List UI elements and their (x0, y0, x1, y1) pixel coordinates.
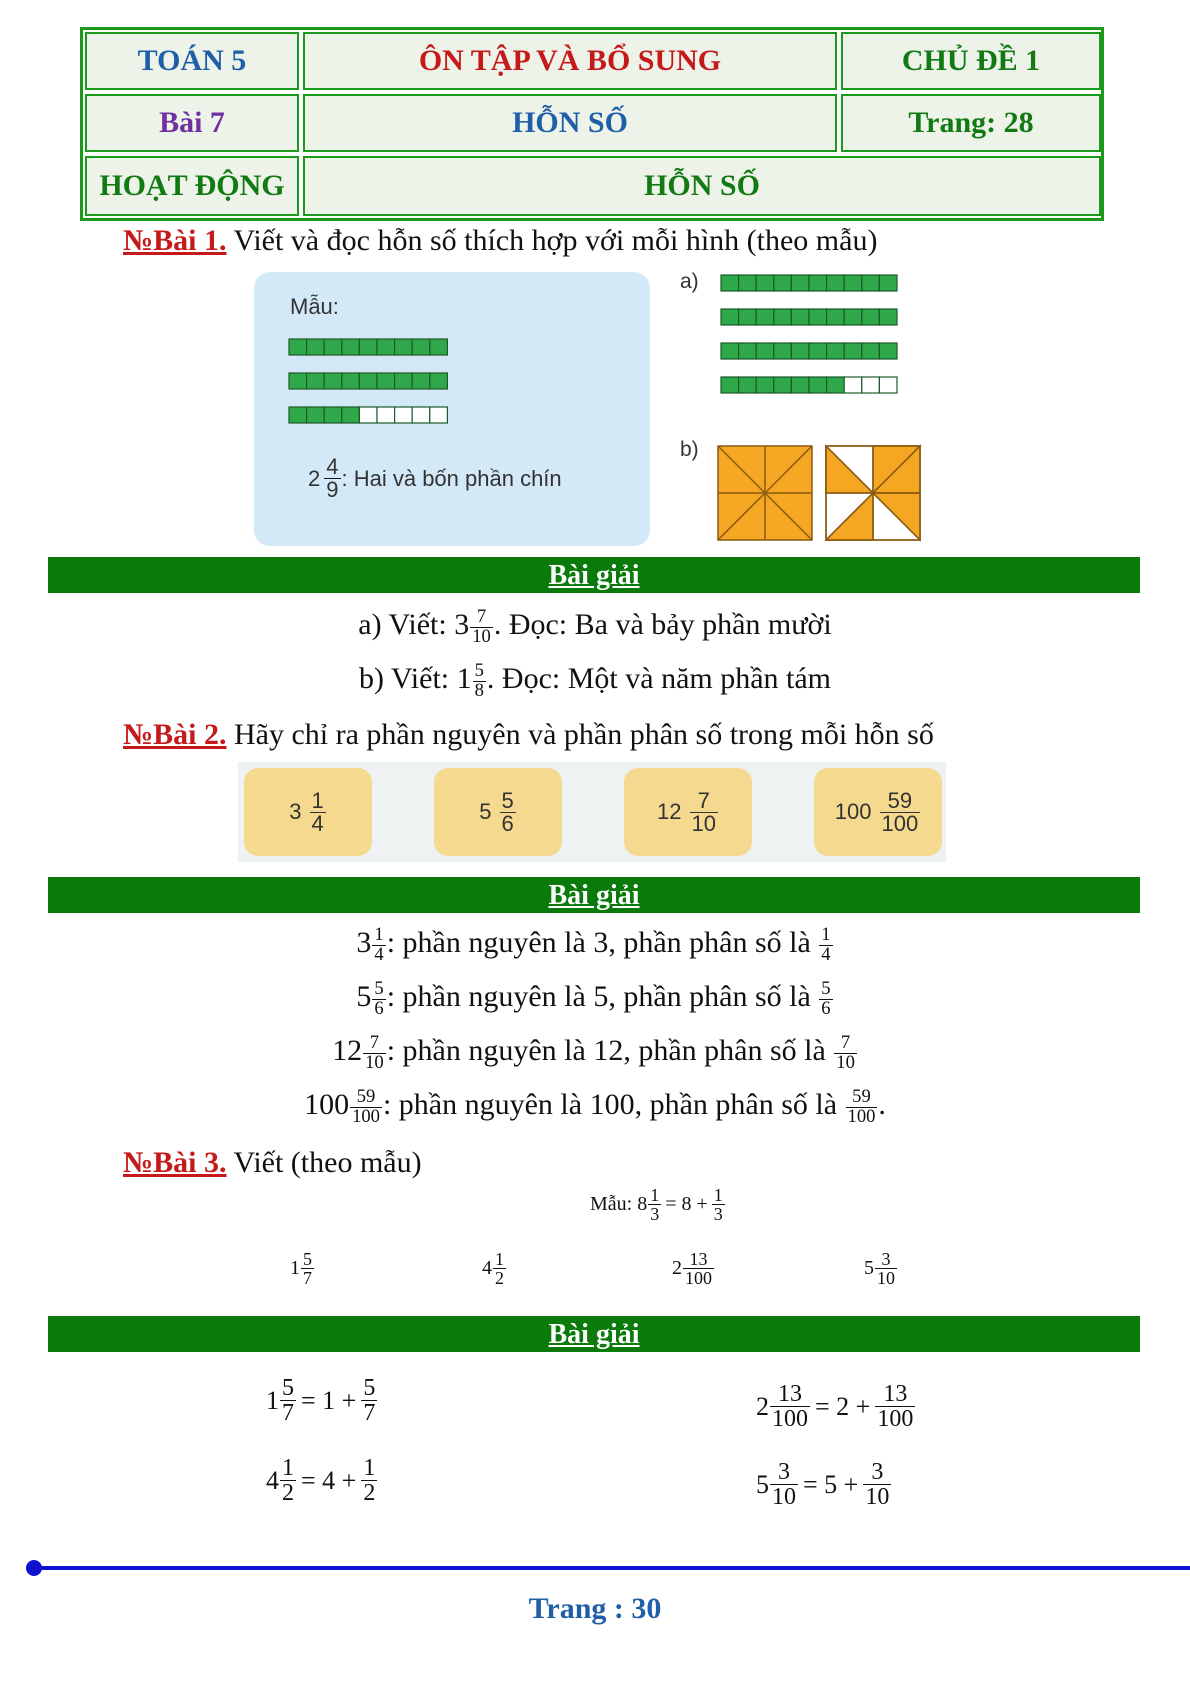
answer-a-fraction (470, 608, 493, 646)
ex3-sample-mid: = 8 + (665, 1193, 708, 1215)
ex3-item-den: 10 (877, 1268, 895, 1288)
bar-segment (791, 309, 809, 325)
answer-part-den: 4 (821, 943, 831, 965)
bar-segment (377, 339, 395, 355)
answer-b-line (0, 662, 1190, 700)
card-num: 1 (311, 787, 324, 813)
bar-segment (289, 339, 307, 355)
sample-num: 4 (326, 454, 339, 479)
solution-bar-1 (48, 557, 1140, 593)
sample-label: Mẫu: (290, 294, 339, 319)
card-fraction (880, 787, 921, 836)
sol-den-2: 7 (363, 1400, 376, 1426)
answer-text: : phần nguyên là 100, phần phân số là (382, 1088, 845, 1121)
ex3-sample-num: 1 (650, 1185, 660, 1205)
mixed-card (244, 768, 372, 856)
bar-segment (430, 373, 448, 389)
ex3-item (864, 1250, 898, 1287)
ex3-item (672, 1250, 715, 1287)
answer-b-fraction (473, 662, 486, 700)
bar-segment (307, 339, 325, 355)
bar-segment (739, 275, 757, 291)
header-table (80, 27, 1104, 221)
sample-read: : Hai và bốn phần chín (341, 465, 562, 491)
bar-segment (862, 377, 880, 393)
bar-segment (324, 373, 342, 389)
bar-segment (756, 275, 774, 291)
answer-den: 6 (374, 997, 384, 1019)
sol-num-2: 1 (363, 1455, 376, 1481)
footer-page-label: Trang : 30 (528, 1592, 662, 1625)
bar-segment (791, 343, 809, 359)
answer-num: 5 (374, 978, 384, 1000)
answer-den: 10 (365, 1051, 384, 1073)
answer-whole: 100 (304, 1088, 350, 1121)
sol-num: 5 (282, 1375, 294, 1401)
sol-fraction (280, 1376, 296, 1425)
bar-segment (342, 407, 360, 423)
bar-segment (377, 373, 395, 389)
answer-fraction (372, 980, 385, 1018)
sol-num-2: 13 (875, 1382, 915, 1407)
card-num: 59 (880, 790, 921, 813)
bar-segment (342, 339, 360, 355)
bar-segment (791, 377, 809, 393)
bar-segment (791, 275, 809, 291)
section-title-cell: ÔN TẬP VÀ BỔ SUNG (303, 32, 837, 90)
sol-whole: 4 (266, 1465, 279, 1495)
ex3-item (290, 1250, 315, 1287)
sol-fraction (770, 1460, 798, 1509)
card-fraction (690, 787, 718, 836)
ex3-item-den: 100 (685, 1268, 712, 1288)
mixed-card (814, 768, 942, 856)
bar-segment (721, 343, 739, 359)
lesson-title-cell: HỖN SỐ (303, 94, 837, 152)
answer-part-num: 1 (821, 924, 831, 946)
card-whole: 5 (479, 799, 492, 824)
bar-segment (342, 373, 360, 389)
bar-segment (324, 339, 342, 355)
card-den: 100 (881, 810, 919, 836)
exercise-2-prompt: Hãy chỉ ra phần nguyên và phần phân số trong mỗi hỗn số (226, 718, 934, 751)
sol-fraction-2 (361, 1456, 377, 1505)
topic-cell: CHỦ ĐỀ 1 (841, 32, 1101, 90)
answer-whole: 12 (332, 1034, 363, 1067)
sample-bars (288, 338, 468, 438)
answer-num: 59 (350, 1088, 382, 1108)
answer-den: 4 (374, 943, 384, 965)
bar-segment (827, 343, 845, 359)
answer-a-prefix: a) Viết: 3 (358, 608, 470, 641)
page-ref-cell: Trang: 28 (841, 94, 1101, 152)
sol-num: 3 (770, 1460, 798, 1485)
bar-segment (809, 377, 827, 393)
bar-segment (721, 377, 739, 393)
sol-whole: 5 (756, 1469, 769, 1499)
ex3-item-num: 5 (303, 1249, 312, 1269)
sol-mid: = 5 + (803, 1469, 859, 1499)
answer-line (0, 1088, 1190, 1126)
answer-num: 7 (363, 1034, 386, 1054)
bar-segment (844, 377, 862, 393)
solution-title-2: Bài giải (548, 880, 640, 911)
ex3-solution (756, 1382, 916, 1431)
sol-whole: 1 (266, 1385, 279, 1415)
bar-segment (739, 309, 757, 325)
exercise-1-heading (123, 224, 877, 258)
bar-segment (377, 407, 395, 423)
sol-den: 7 (282, 1400, 294, 1426)
bar-segment (862, 275, 880, 291)
sample-mixed-number (308, 456, 562, 501)
bar-segment (844, 275, 862, 291)
ex3-item-fraction (875, 1250, 897, 1287)
bar-segment (412, 373, 430, 389)
answer-part-num: 5 (821, 978, 831, 1000)
ex3-item-num: 3 (875, 1250, 897, 1269)
bar-segment (756, 377, 774, 393)
activity-title-cell: HỖN SỐ (303, 156, 1101, 216)
bar-segment (774, 309, 792, 325)
bar-segment (359, 407, 377, 423)
bar-segment (827, 377, 845, 393)
ex3-solution (756, 1460, 892, 1509)
bar-segment (739, 377, 757, 393)
answer-line (0, 980, 1190, 1018)
answer-den: 100 (352, 1105, 380, 1127)
ex3-item-fraction (493, 1250, 506, 1287)
bar-segment (809, 309, 827, 325)
answer-part-fraction (819, 980, 832, 1018)
sol-den-2: 2 (363, 1480, 376, 1506)
exercise-3-heading (123, 1146, 422, 1180)
bar-segment (844, 309, 862, 325)
answer-end: . (878, 1088, 886, 1121)
sol-num-2: 3 (863, 1460, 891, 1485)
mixed-card (624, 768, 752, 856)
ex3-item-whole: 5 (864, 1257, 874, 1279)
answer-whole: 3 (356, 926, 372, 959)
bar-segment (756, 343, 774, 359)
sol-den-2: 10 (865, 1484, 890, 1510)
bar-segment (307, 373, 325, 389)
card-whole: 3 (289, 799, 302, 824)
answer-fraction (372, 926, 385, 964)
card-num: 5 (501, 787, 514, 813)
bar-segment (879, 275, 897, 291)
ex3-sample-label: Mẫu: 8 (590, 1193, 648, 1215)
answer-part-fraction (846, 1088, 878, 1126)
part-b-label: b) (680, 438, 699, 461)
sol-fraction (280, 1456, 296, 1505)
sol-den: 2 (282, 1480, 294, 1506)
bar-segment (862, 309, 880, 325)
sol-fraction (770, 1382, 810, 1431)
bar-segment (879, 309, 897, 325)
sol-fraction-2 (361, 1376, 377, 1425)
answer-line (0, 1034, 1190, 1072)
part-a-label: a) (680, 270, 699, 293)
sol-num-2: 5 (363, 1375, 376, 1401)
exercise-2-label: №Bài 2. (123, 718, 227, 751)
ex3-sample (590, 1186, 726, 1223)
answer-part-den: 10 (836, 1051, 855, 1073)
solution-bar-3 (48, 1316, 1140, 1352)
answer-fraction (363, 1034, 386, 1072)
bar-segment (359, 339, 377, 355)
sol-whole: 2 (756, 1391, 769, 1421)
sol-mid: = 4 + (301, 1465, 357, 1495)
answer-text: : phần nguyên là 12, phần phân số là (386, 1034, 834, 1067)
exercise-1-label: №Bài 1. (123, 224, 227, 257)
bar-segment (739, 343, 757, 359)
ex3-item-whole: 1 (290, 1257, 300, 1279)
ex3-sample-den: 3 (650, 1204, 660, 1224)
answer-b-num: 5 (474, 660, 484, 682)
ex3-item-num: 13 (683, 1250, 714, 1269)
answer-part-den: 6 (821, 997, 831, 1019)
bar-segment (862, 343, 880, 359)
answer-fraction (350, 1088, 382, 1126)
part-a-bars (720, 274, 920, 394)
ex3-item-whole: 4 (482, 1257, 492, 1279)
card-whole: 100 (834, 799, 872, 824)
exercise-2-heading (123, 718, 934, 752)
bar-segment (809, 343, 827, 359)
ex3-item-fraction (301, 1250, 314, 1287)
bar-segment (756, 309, 774, 325)
answer-whole: 5 (356, 980, 372, 1013)
ex3-solution (266, 1376, 378, 1425)
card-den: 10 (691, 810, 716, 836)
ex3-item-den: 7 (303, 1268, 312, 1288)
bar-segment (359, 373, 377, 389)
ex3-solution (266, 1456, 378, 1505)
bar-segment (879, 377, 897, 393)
bar-segment (324, 407, 342, 423)
answer-num: 1 (374, 924, 384, 946)
sol-num: 13 (770, 1382, 810, 1407)
bar-segment (721, 309, 739, 325)
sol-den: 100 (772, 1406, 808, 1432)
bar-segment (430, 407, 448, 423)
bar-segment (412, 407, 430, 423)
answer-b-den: 8 (474, 679, 484, 701)
answer-b-prefix: b) Viết: 1 (358, 662, 472, 695)
solution-title-3: Bài giải (548, 1319, 640, 1350)
ex3-item-fraction (683, 1250, 714, 1287)
answer-part-fraction (834, 1034, 857, 1072)
ex3-sample-den-2: 3 (713, 1204, 723, 1224)
solution-title-1: Bài giải (548, 560, 640, 591)
card-den: 6 (501, 810, 514, 836)
answer-a-num: 7 (470, 608, 493, 628)
answer-a-den: 10 (472, 625, 491, 647)
card-fraction (500, 787, 516, 836)
exercise-1-figure (250, 262, 940, 547)
answer-a-suffix: . Đọc: Ba và bảy phần mười (493, 608, 832, 641)
ex3-sample-fraction (648, 1186, 661, 1223)
ex3-item-num: 1 (495, 1249, 504, 1269)
sol-den: 10 (772, 1484, 796, 1510)
exercise-1-prompt: Viết và đọc hỗn số thích hợp với mỗi hình (theo mẫu) (226, 224, 878, 257)
mixed-card (434, 768, 562, 856)
sol-fraction-2 (863, 1460, 891, 1509)
ex3-item-den: 2 (495, 1268, 504, 1288)
solution-bar-2 (48, 877, 1140, 913)
bar-segment (844, 343, 862, 359)
bar-segment (395, 407, 413, 423)
sample-whole: 2 (308, 465, 321, 491)
sol-mid: = 2 + (815, 1391, 871, 1421)
bar-segment (774, 275, 792, 291)
bar-segment (721, 275, 739, 291)
bar-segment (774, 377, 792, 393)
bar-segment (412, 339, 430, 355)
ex3-item (482, 1250, 507, 1287)
exercise-3-prompt: Viết (theo mẫu) (226, 1146, 422, 1179)
answer-text: : phần nguyên là 5, phần phân số là (386, 980, 819, 1013)
ex3-sample-num-2: 1 (713, 1185, 723, 1205)
activity-label-cell: HOẠT ĐỘNG (85, 156, 299, 216)
sample-fraction (324, 456, 340, 501)
sol-fraction-2 (875, 1382, 915, 1431)
bar-segment (430, 339, 448, 355)
answer-part-fraction (819, 926, 832, 964)
card-fraction (310, 787, 326, 836)
bar-segment (809, 275, 827, 291)
answer-b-suffix: . Đọc: Một và năm phần tám (486, 662, 832, 695)
answer-part-num: 7 (834, 1034, 857, 1054)
answer-line (0, 926, 1190, 964)
ex3-item-whole: 2 (672, 1257, 682, 1279)
lesson-cell: Bài 7 (85, 94, 299, 152)
bar-segment (395, 339, 413, 355)
answer-a-line (0, 608, 1190, 646)
sol-num: 1 (282, 1455, 294, 1481)
card-num: 7 (690, 790, 718, 813)
card-whole: 12 (657, 799, 682, 824)
answer-text: : phần nguyên là 3, phần phân số là (386, 926, 819, 959)
exercise-3-label: №Bài 3. (123, 1146, 227, 1179)
bar-segment (307, 407, 325, 423)
card-den: 4 (311, 810, 324, 836)
bar-segment (395, 373, 413, 389)
bar-segment (289, 373, 307, 389)
bar-segment (289, 407, 307, 423)
bar-segment (827, 309, 845, 325)
footer-line (34, 1566, 1190, 1570)
sol-den-2: 100 (877, 1406, 914, 1432)
bar-segment (879, 343, 897, 359)
sample-den: 9 (326, 477, 339, 502)
ex3-sample-fraction-2 (712, 1186, 725, 1223)
bar-segment (827, 275, 845, 291)
answer-part-den: 100 (847, 1105, 876, 1127)
sol-mid: = 1 + (301, 1385, 357, 1415)
subject-cell: TOÁN 5 (85, 32, 299, 90)
bar-segment (774, 343, 792, 359)
answer-part-num: 59 (846, 1088, 878, 1108)
part-b-squares (716, 444, 922, 544)
